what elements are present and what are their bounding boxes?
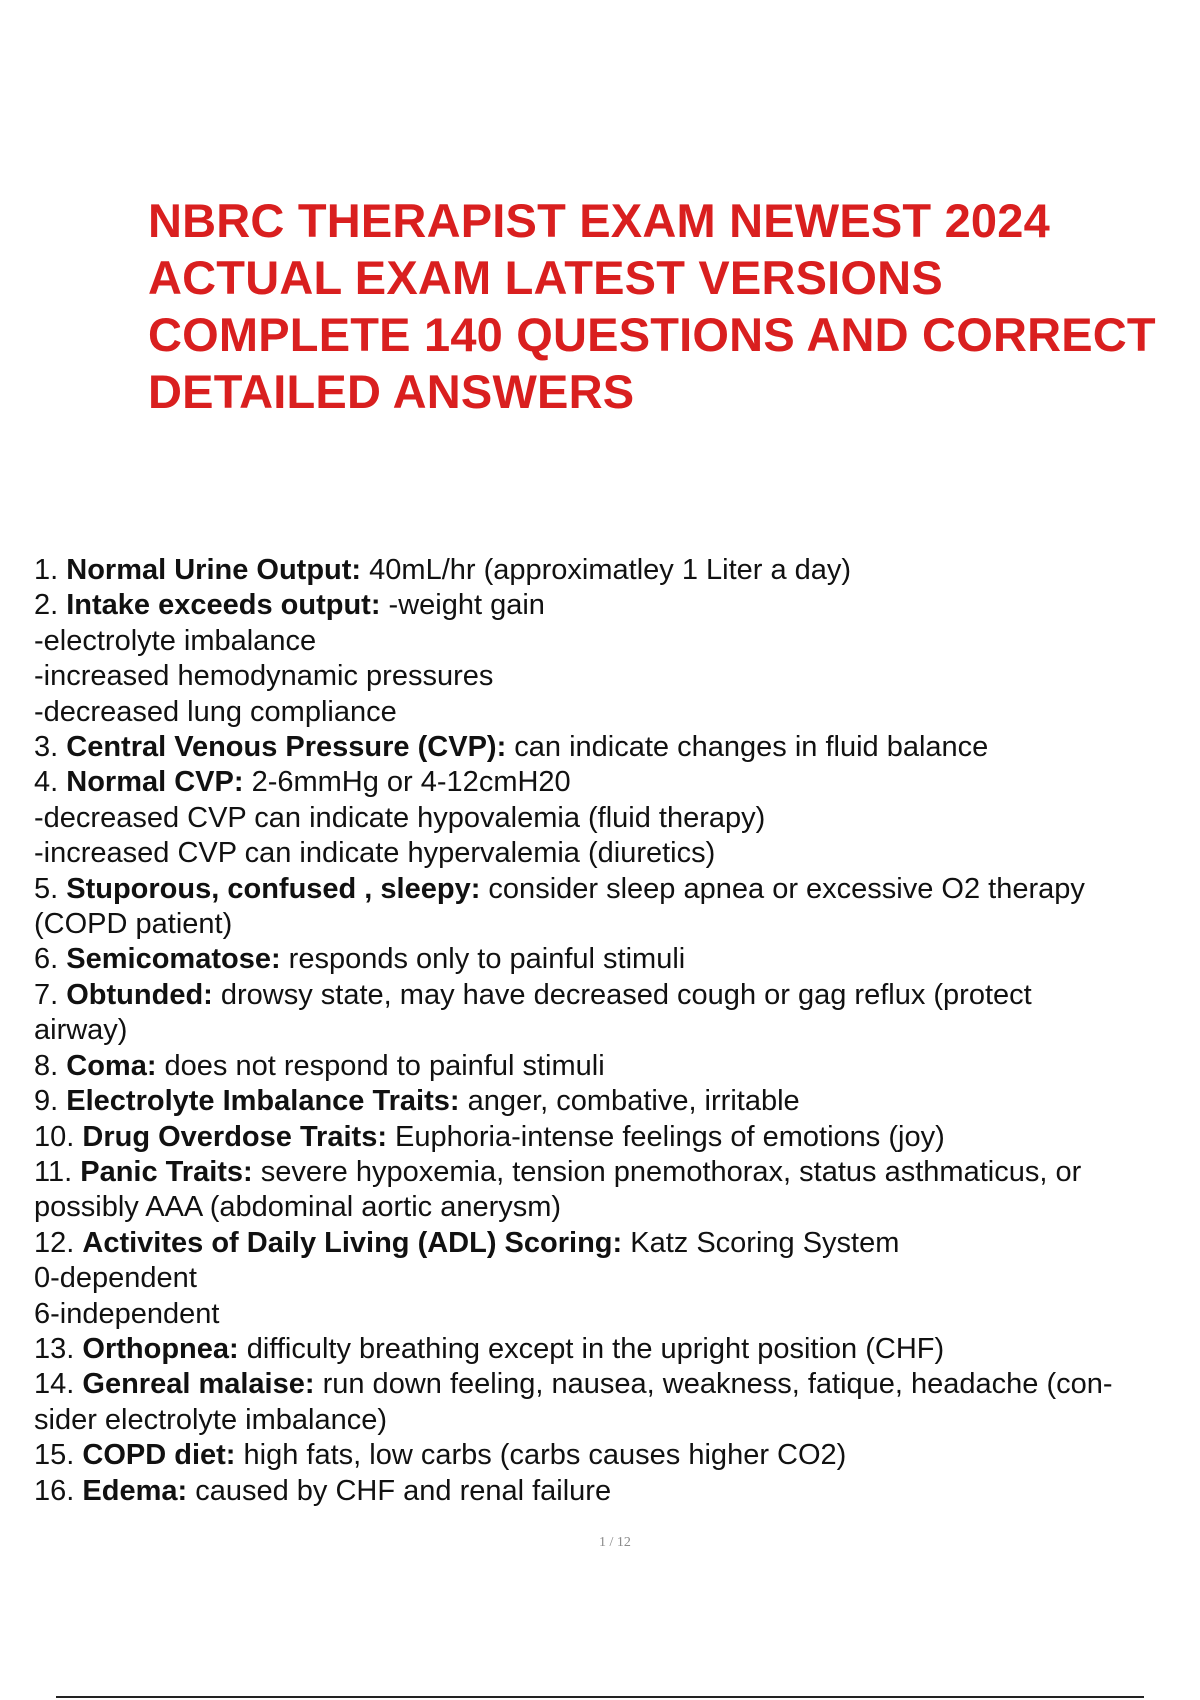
item-answer: can indicate changes in fluid balance	[506, 731, 989, 764]
item-number: 15.	[34, 1439, 75, 1472]
item-answer: drowsy state, may have decreased cough or gag reflux (protect	[212, 978, 1032, 1011]
qa-item	[34, 942, 1194, 977]
qa-item	[34, 1367, 1194, 1402]
item-continuation: (COPD patient)	[34, 908, 233, 941]
item-answer: caused by CHF and renal failure	[187, 1474, 612, 1507]
item-continuation: 6-independent	[34, 1297, 220, 1330]
item-continuation: -increased CVP can indicate hypervalemia (diuretics)	[34, 837, 716, 870]
qa-item	[34, 1438, 1194, 1473]
item-number: 5.	[34, 872, 59, 905]
item-answer: anger, combative, irritable	[459, 1085, 800, 1118]
item-term: Semicomatose:	[66, 943, 281, 976]
item-number: 3.	[34, 731, 59, 764]
title-line: COMPLETE 140 QUESTIONS AND CORRECT	[148, 308, 1156, 361]
item-answer: severe hypoxemia, tension pnemothorax, status asthmaticus, or	[252, 1155, 1082, 1188]
item-term: Genreal malaise:	[82, 1368, 315, 1401]
item-answer: consider sleep apnea or excessive O2 therapy	[480, 872, 1085, 905]
qa-item	[34, 588, 1194, 623]
qa-item	[34, 1120, 1194, 1155]
item-answer: 40mL/hr (approximatley 1 Liter a day)	[361, 554, 852, 586]
item-number: 4.	[34, 766, 59, 799]
item-term: Stuporous, confused , sleepy:	[66, 872, 481, 905]
item-number: 6.	[34, 943, 59, 976]
qa-list	[34, 553, 1194, 1509]
qa-item	[34, 1332, 1194, 1367]
page-number: 1 / 12	[599, 1535, 631, 1550]
item-term: Obtunded:	[66, 978, 213, 1011]
qa-item	[34, 1155, 1194, 1190]
item-continuation: 0-dependent	[34, 1262, 197, 1295]
item-term: Normal CVP:	[66, 766, 244, 799]
item-number: 8.	[34, 1049, 59, 1082]
item-answer: responds only to painful stimuli	[280, 943, 686, 976]
item-number: 1.	[34, 554, 59, 586]
item-number: 7.	[34, 978, 59, 1011]
title-line: DETAILED ANSWERS	[148, 365, 635, 418]
item-answer: Katz Scoring System	[622, 1226, 900, 1259]
item-number: 10.	[34, 1120, 75, 1153]
item-term: Orthopnea:	[82, 1332, 239, 1365]
item-term: Edema:	[82, 1474, 188, 1507]
item-term: COPD diet:	[82, 1439, 236, 1472]
item-continuation: possibly AAA (abdominal aortic anerysm)	[34, 1191, 562, 1224]
item-number: 12.	[34, 1226, 75, 1259]
item-term: Coma:	[66, 1049, 157, 1082]
item-continuation: -increased hemodynamic pressures	[34, 660, 494, 693]
document-title	[148, 192, 1200, 420]
item-number: 2.	[34, 589, 59, 622]
qa-item	[34, 1226, 1194, 1261]
title-line: ACTUAL EXAM LATEST VERSIONS	[148, 251, 943, 304]
item-term: Activites of Daily Living (ADL) Scoring:	[82, 1226, 623, 1259]
qa-item	[34, 978, 1194, 1013]
item-answer: does not respond to painful stimuli	[156, 1049, 605, 1082]
item-answer: 2-6mmHg or 4-12cmH20	[243, 766, 571, 799]
item-answer: run down feeling, nausea, weakness, fatique, headache (con-	[314, 1368, 1113, 1401]
item-continuation: airway)	[34, 1014, 128, 1047]
item-term: Drug Overdose Traits:	[82, 1120, 387, 1153]
item-continuation: sider electrolyte imbalance)	[34, 1403, 387, 1436]
qa-item	[34, 730, 1194, 765]
item-term: Panic Traits:	[80, 1155, 253, 1188]
qa-item	[34, 765, 1194, 800]
qa-item	[34, 1084, 1194, 1119]
item-number: 13.	[34, 1332, 75, 1365]
qa-item	[34, 872, 1194, 907]
item-continuation: -decreased CVP can indicate hypovalemia (fluid therapy)	[34, 801, 766, 834]
item-term: Central Venous Pressure (CVP):	[66, 731, 507, 764]
bottom-divider	[56, 1696, 1144, 1698]
item-answer: high fats, low carbs (carbs causes higher CO2)	[235, 1439, 847, 1472]
item-answer: -weight gain	[380, 589, 545, 622]
item-continuation: -decreased lung compliance	[34, 695, 397, 728]
item-answer: difficulty breathing except in the upright position (CHF)	[238, 1332, 945, 1365]
item-number: 16.	[34, 1474, 75, 1507]
item-number: 11.	[34, 1155, 73, 1188]
item-term: Intake exceeds output:	[66, 589, 381, 622]
item-number: 9.	[34, 1085, 59, 1118]
title-line: NBRC THERAPIST EXAM NEWEST 2024	[148, 194, 1050, 247]
qa-item	[34, 1049, 1194, 1084]
qa-item	[34, 553, 1194, 588]
item-answer: Euphoria-intense feelings of emotions (joy)	[386, 1120, 945, 1153]
qa-item	[34, 1474, 1194, 1509]
item-term: Electrolyte Imbalance Traits:	[66, 1085, 460, 1118]
item-term: Normal Urine Output:	[66, 554, 362, 586]
item-number: 14.	[34, 1368, 75, 1401]
item-continuation: -electrolyte imbalance	[34, 624, 317, 657]
